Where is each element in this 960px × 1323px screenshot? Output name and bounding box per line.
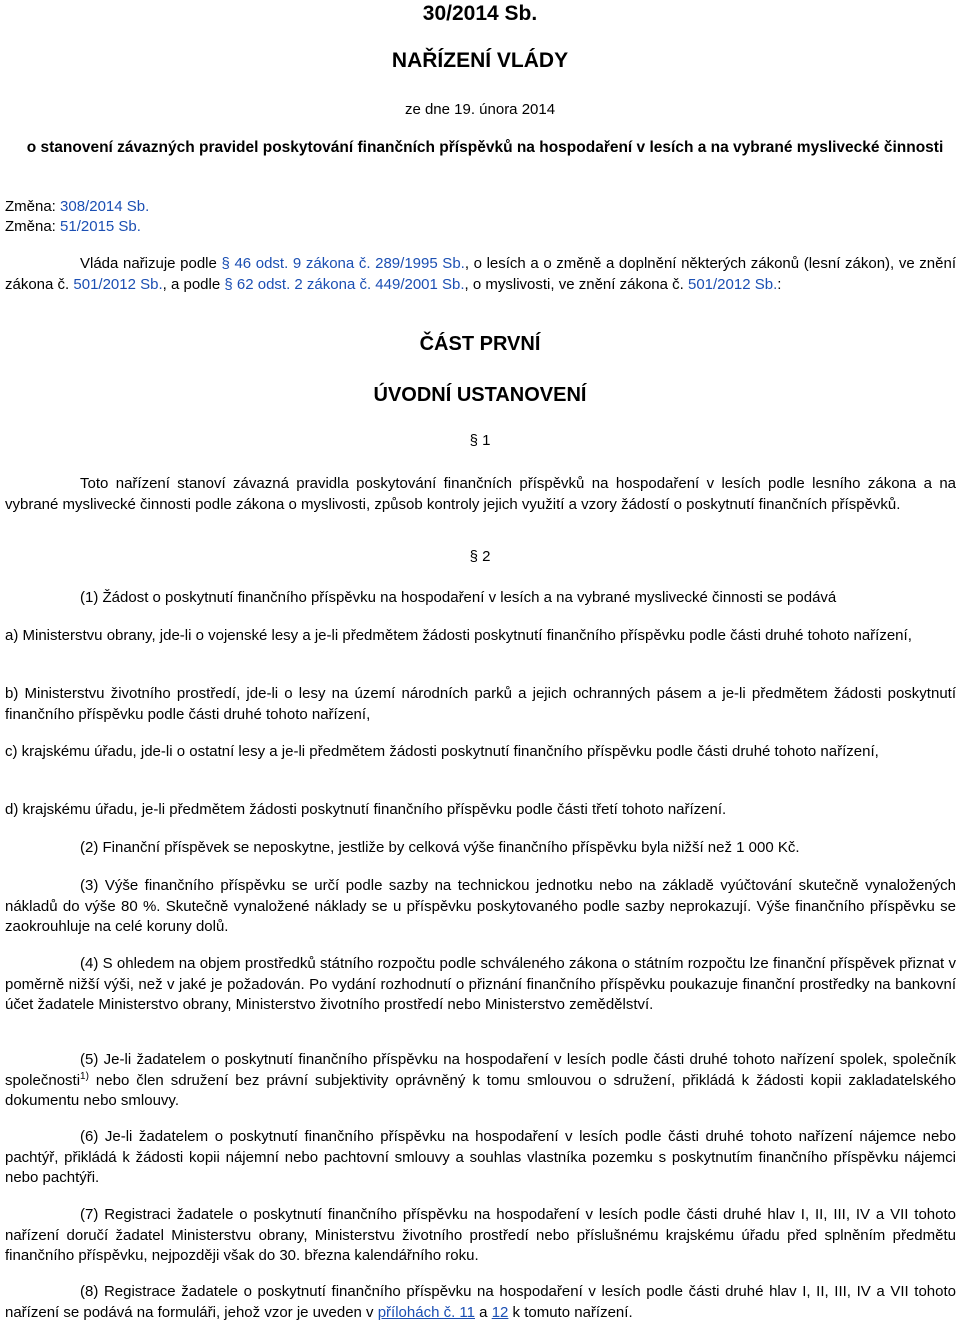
subsection-4: (4) S ohledem na objem prostředků státního rozpočtu podle schváleného zákona o státním rozpočtu lze finanční příspěvek přiznat v poměrně nižší výši, než v jaké je požadován. Po vydání rozhodnutí o přiznání finančního příspěvku poukazuje finanční prostředky na bankovní účet žadatele Ministerstvo obrany, Ministerstvo životního prostředí nebo Ministerstvo zemědělství. xyxy=(5,955,956,1013)
subsection-8-text: a xyxy=(479,1303,488,1321)
item-a: a) Ministerstvu obrany, jde-li o vojenské lesy a je-li předmětem žádosti poskytnutí finančního příspěvku podle části druhé tohoto nařízení, xyxy=(5,627,912,644)
item-b: b) Ministerstvu životního prostředí, jde-li o lesy na území národních parků a jejich ochranných pásem a je-li předmětem žádosti poskytnutí finančního příspěvku podle části druhé tohoto nařízení, xyxy=(5,685,956,723)
subsection-8-text: k tomuto nařízení. xyxy=(512,1303,633,1321)
law-link[interactable]: 62 odst. 2 zákona č. 449/2001 Sb. xyxy=(236,275,465,293)
regulation-date: ze dne 19. února 2014 xyxy=(404,101,556,118)
item-c: c) krajskému úřadu, jde-li o ostatní lesy a je-li předmětem žádosti poskytnutí finančního příspěvku podle části druhé tohoto nařízení, xyxy=(5,743,879,760)
section-number: 1 xyxy=(482,432,491,449)
preamble-text: , o myslivosti, ve znění zákona č. xyxy=(464,275,684,293)
amendment-item xyxy=(5,197,149,217)
regulation-subject: o stanovení závazných pravidel poskytování finančních příspěvků na hospodaření v lesích a na vybrané myslivecké činnosti xyxy=(26,139,944,156)
part-title: ČÁST PRVNÍ xyxy=(419,333,541,355)
section-sign-icon: § xyxy=(469,432,478,449)
preamble-text: , o lesích a o změně a doplnění některých zákonů (lesní zákon), ve znění zákona č. xyxy=(5,255,956,293)
paragraph-sign-icon: § xyxy=(224,275,233,293)
law-link[interactable]: 46 odst. 9 zákona č. 289/1995 Sb. xyxy=(234,255,465,272)
amendment-label: Změna: xyxy=(5,218,56,235)
subsection-8 xyxy=(5,1282,956,1323)
law-link[interactable]: 501/2012 Sb. xyxy=(687,275,778,293)
section-sign-icon: § xyxy=(469,548,478,565)
item-d: d) krajskému úřadu, je-li předmětem žádosti poskytnutí finančního příspěvku podle části třetí tohoto nařízení. xyxy=(5,801,727,818)
footnote-ref[interactable]: 1) xyxy=(80,1070,89,1082)
amendment-label: Změna: xyxy=(5,198,56,215)
preamble xyxy=(5,254,956,295)
preamble-text: , a podle xyxy=(162,275,221,293)
subsection-3: (3) Výše finančního příspěvku se určí podle sazby na technickou jednotku nebo na základě vyúčtování skutečně vynaložených nákladů do výše 80 %. Skutečně vynaložené náklady se u příspěvku poskytovaného podle sazby neprokazují. Výše finančního příspěvku se zaokrouhluje na celé koruny dolů. xyxy=(5,877,956,935)
subsection-5-text: nebo člen sdružení bez právní subjektivity oprávněný k tomu smlouvou o sdružení, přikládá k žádosti kopii zakladatelského dokumentu nebo smlouvy. xyxy=(5,1071,956,1109)
subsection-2: (2) Finanční příspěvek se neposkytne, jestliže by celková výše finančního příspěvku byla nižší než 1 000 Kč. xyxy=(80,839,800,856)
subsection-5 xyxy=(5,1050,956,1112)
section-number: 2 xyxy=(482,548,491,565)
amendments-list xyxy=(5,197,149,237)
regulation-type: NAŘÍZENÍ VLÁDY xyxy=(391,49,569,72)
annex-link[interactable]: přílohách č. 11 xyxy=(377,1303,475,1321)
regulation-number: 30/2014 Sb. xyxy=(422,2,538,25)
subsection-1: (1) Žádost o poskytnutí finančního příspěvku na hospodaření v lesích a na vybrané myslivecké činnosti se podává xyxy=(80,589,837,606)
annex-link[interactable]: 12 xyxy=(491,1303,509,1321)
preamble-text: Vláda nařizuje podle xyxy=(80,255,217,272)
subsection-6: (6) Je-li žadatelem o poskytnutí finančního příspěvku na hospodaření v lesích podle části druhé tohoto nařízení nájemce nebo pachtýř, přikládá k žádosti kopii nájemní nebo pachtovní smlouvy a souhlas vlastníka pozemku s poskytnutím finančního příspěvku nájemci nebo pachtýři. xyxy=(5,1128,956,1186)
part-subtitle: ÚVODNÍ USTANOVENÍ xyxy=(373,384,587,406)
amendment-link[interactable]: 51/2015 Sb. xyxy=(60,218,141,235)
law-link[interactable]: 501/2012 Sb. xyxy=(73,275,163,293)
subsection-5-text: (5) Je-li žadatelem o poskytnutí finančního příspěvku na hospodaření v lesích podle části druhé tohoto nařízení spolek, společník společnosti xyxy=(5,1051,956,1089)
paragraph-sign-icon: § xyxy=(221,255,230,272)
subsection-7: (7) Registraci žadatele o poskytnutí finančního příspěvku na hospodaření v lesích podle části druhé hlav I, II, III, IV a VII tohoto nařízení doručí žadatel Ministerstvu obrany, Ministerstvu životního prostředí nebo příslušnému krajskému úřadu před splněním předmětu finančního příspěvku, nejpozději však do 30. března kalendářního roku. xyxy=(5,1206,956,1264)
preamble-text: : xyxy=(777,275,782,293)
section-heading xyxy=(0,548,960,565)
amendment-link[interactable]: 308/2014 Sb. xyxy=(60,198,150,215)
subsection-8-text: (8) Registrace žadatele o poskytnutí finančního příspěvku na hospodaření v lesích podle části druhé hlav I, II, III, IV a VII tohoto nařízení se podává na formuláři, jehož vzor je uveden v xyxy=(5,1283,956,1321)
section-heading xyxy=(0,432,960,449)
section-1-text: Toto nařízení stanoví závazná pravidla poskytování finančních příspěvků na hospodaření v lesích podle lesního zákona a na vybrané myslivecké činnosti podle zákona o myslivosti, způsob kontroly jejich využití a vzory žádostí o poskytnutí finančních příspěvků. xyxy=(5,475,956,513)
amendment-item xyxy=(5,217,149,237)
